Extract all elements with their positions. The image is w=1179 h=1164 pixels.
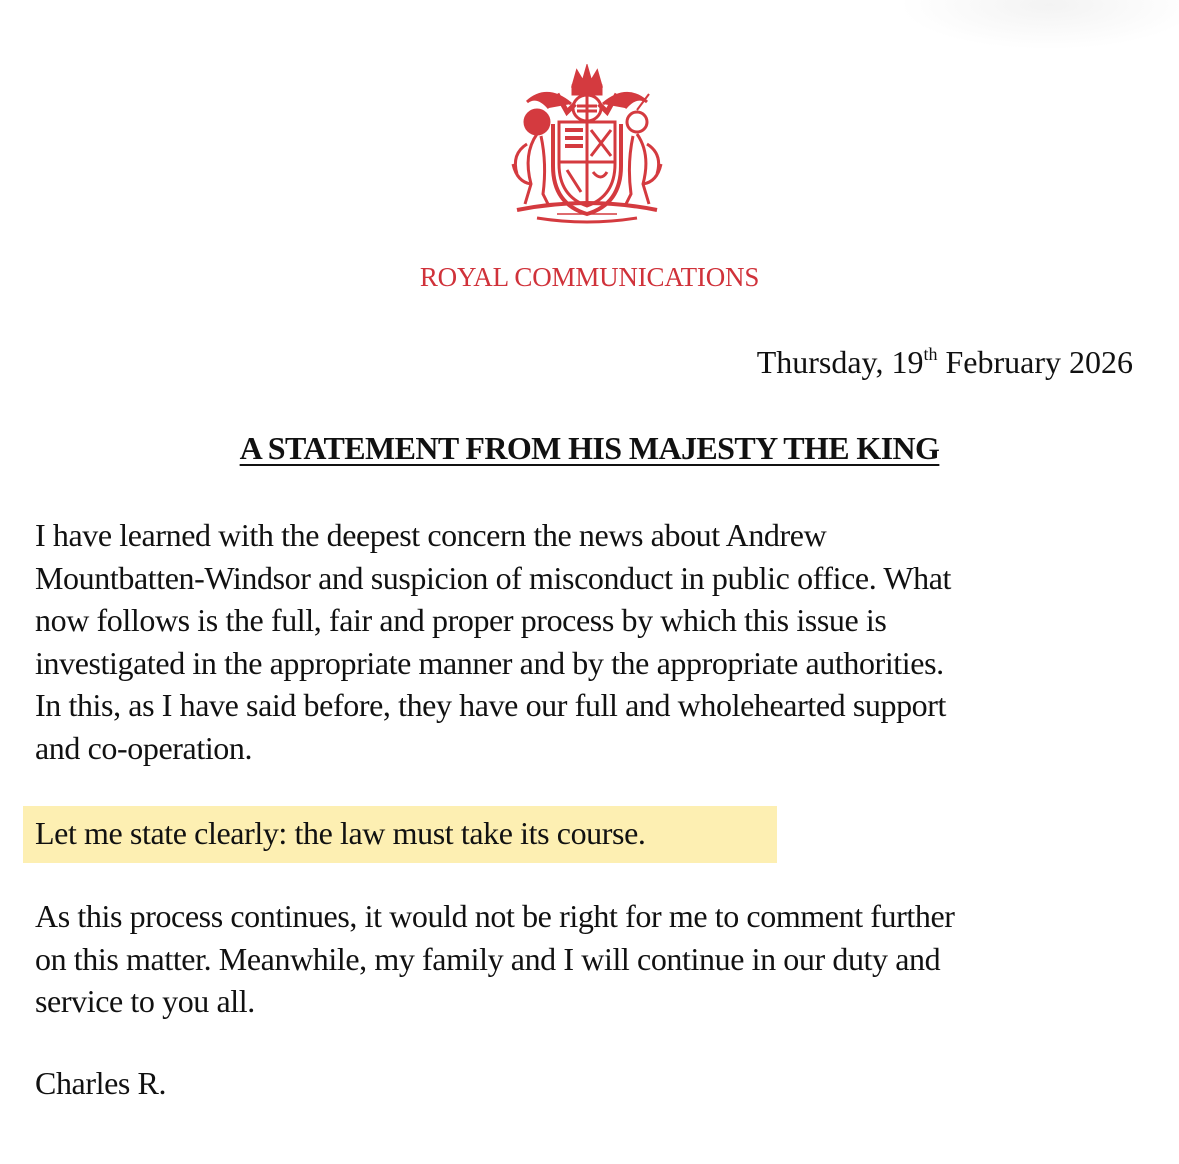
paragraph-line: and co-operation. xyxy=(35,729,253,766)
paragraph-line: In this, as I have said before, they have our full and wholehearted support xyxy=(35,687,947,723)
date-weekday: Thursday, xyxy=(756,344,884,380)
paragraph-line: As this process continues, it would not be right for me to comment further xyxy=(35,898,955,934)
paragraph-line: service to you all. xyxy=(35,983,255,1019)
paragraph-3 xyxy=(35,895,1145,1023)
letterhead-title: ROYAL COMMUNICATIONS xyxy=(419,262,760,292)
date-month-year: February 2026 xyxy=(945,344,1133,380)
paragraph-line: on this matter. Meanwhile, my family and I will continue in our duty and xyxy=(35,940,941,977)
paragraph-2-highlighted xyxy=(35,812,1145,855)
date-day: 19 xyxy=(891,344,924,380)
royal-coat-of-arms-icon xyxy=(497,64,677,229)
paragraph-line: investigated in the appropriate manner and by the appropriate authorities. xyxy=(35,644,944,681)
paragraph-line: I have learned with the deepest concern the news about Andrew xyxy=(35,517,827,553)
statement-date xyxy=(757,344,1133,381)
signature: Charles R. xyxy=(35,1065,167,1101)
date-day-suffix: th xyxy=(923,344,938,364)
statement-title xyxy=(0,430,1179,467)
highlighted-line: Let me state clearly: the law must take its course. xyxy=(35,815,646,851)
paragraph-1 xyxy=(35,514,1145,769)
paragraph-line: Mountbatten-Windsor and suspicion of misconduct in public office. What xyxy=(35,559,952,596)
corner-shadow xyxy=(899,0,1179,50)
paragraph-line: now follows is the full, fair and proper process by which this issue is xyxy=(35,602,887,638)
statement-title-text: A STATEMENT FROM HIS MAJESTY THE KING xyxy=(239,430,940,466)
